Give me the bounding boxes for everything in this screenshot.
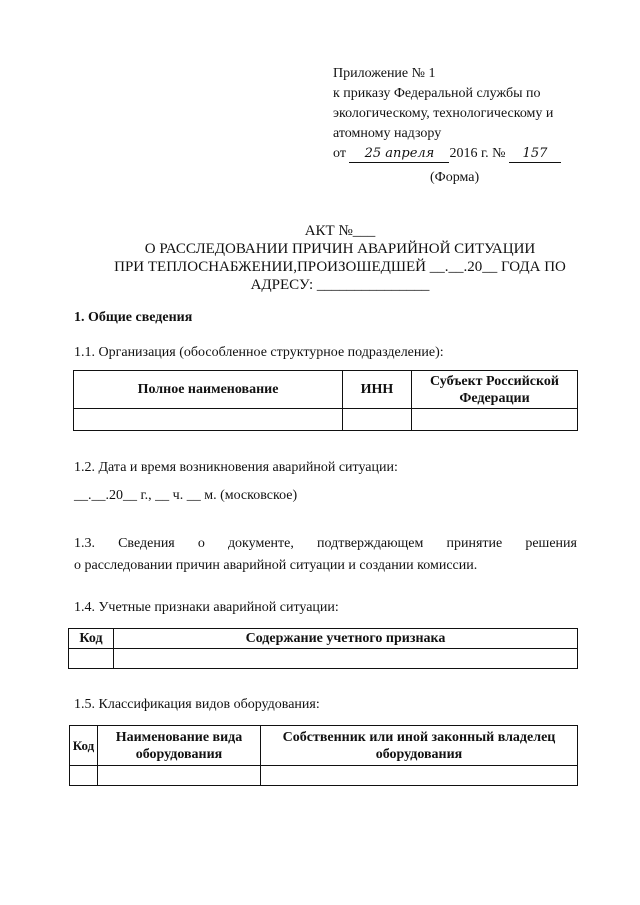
section-heading: 1. Общие сведения (74, 310, 193, 325)
table-header-row (74, 371, 578, 409)
year-number-text: 2016 г. № (449, 146, 506, 161)
word: решения (525, 536, 577, 551)
paragraph-1-3-line-1 (74, 533, 577, 555)
table-header-row (70, 726, 578, 766)
table-cell (70, 766, 98, 786)
paragraph-1-1: 1.1. Организация (обособленное структурное подразделение): (74, 345, 444, 360)
table-row (69, 649, 578, 669)
appendix-line-3: экологическому, технологическому и (333, 106, 554, 121)
word: документе, (227, 536, 294, 551)
table-cell (114, 649, 578, 669)
table-header-cell: Полное наименование (74, 371, 343, 409)
paragraph-1-2: 1.2. Дата и время возникновения аварийной ситуации: (74, 460, 398, 475)
datetime-line: __.__.20__ г., __ ч. __ м. (московское) (74, 488, 298, 503)
table-cell (343, 409, 412, 431)
table-row (74, 409, 578, 431)
table-cell (74, 409, 343, 431)
table-cell (69, 649, 114, 669)
paragraph-1-4: 1.4. Учетные признаки аварийной ситуации: (74, 600, 339, 615)
table-cell (412, 409, 578, 431)
title-line-1: АКТ №___ (304, 223, 376, 239)
appendix-line-2: к приказу Федеральной службы по (333, 86, 541, 101)
table-header-cell: Наименование вида оборудования (98, 726, 261, 766)
table-row (70, 766, 578, 786)
appendix-line-4: атомному надзору (333, 126, 442, 141)
word: подтверждающем (316, 536, 424, 551)
handwritten-number: 157 (509, 146, 561, 163)
table-cell (98, 766, 261, 786)
table-header-cell: ИНН (343, 371, 412, 409)
word: Сведения (118, 536, 175, 551)
paragraph-1-3 (74, 533, 577, 577)
table-header-row (69, 629, 578, 649)
document-title (60, 222, 620, 294)
appendix-block (333, 64, 633, 164)
appendix-date-line (333, 144, 633, 164)
table-header-cell: Собственник или иной законный владелец оборудования (261, 726, 578, 766)
table-cell (261, 766, 578, 786)
title-line-4: АДРЕСУ: _______________ (250, 277, 430, 293)
word: принятие (446, 536, 503, 551)
paragraph-1-3-line-2: о расследовании причин аварийной ситуации и создании комиссии. (74, 558, 478, 573)
paragraph-1-5: 1.5. Классификация видов оборудования: (74, 697, 320, 712)
table-header-cell: Код (70, 726, 98, 766)
table-header-cell: Код (69, 629, 114, 649)
word: о (197, 536, 205, 551)
appendix-line-1: Приложение № 1 (333, 66, 436, 81)
title-line-2: О РАССЛЕДОВАНИИ ПРИЧИН АВАРИЙНОЙ СИТУАЦИИ (144, 241, 536, 257)
handwritten-date: 25 апреля (349, 146, 449, 163)
date-prefix: от (333, 146, 346, 161)
equipment-table (69, 725, 578, 786)
table-header-cell: Содержание учетного признака (114, 629, 578, 649)
table-header-cell: Субъект Российской Федерации (412, 371, 578, 409)
title-line-3: ПРИ ТЕПЛОСНАБЖЕНИИ,ПРОИЗОШЕДШЕЙ __.__.20__ ГОДА ПО (114, 259, 566, 275)
organization-table (73, 370, 578, 431)
indicators-table (68, 628, 578, 669)
form-label: (Форма) (430, 170, 480, 185)
word: 1.3. (74, 536, 95, 551)
